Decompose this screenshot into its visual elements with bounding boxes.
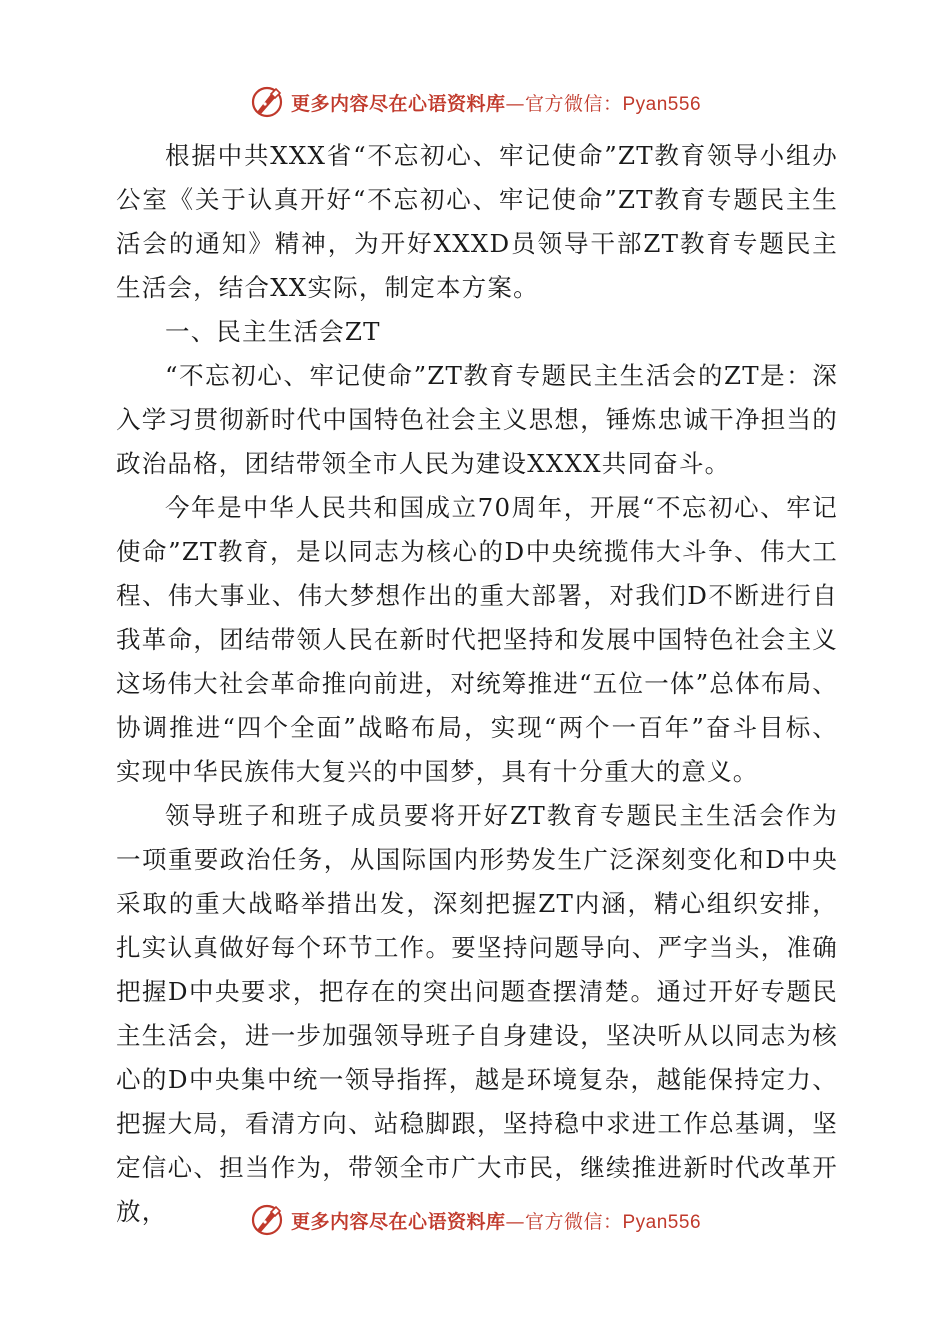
- watermark-text: 更多内容尽在心语资料库—官方微信：Pyan556: [290, 92, 702, 115]
- pen-nib-logo-icon: [249, 84, 285, 120]
- watermark-text: 更多内容尽在心语资料库—官方微信：Pyan556: [290, 1210, 702, 1233]
- document-body: [116, 134, 838, 1234]
- section-heading: 一、民主生活会ZT: [165, 317, 381, 346]
- pen-nib-logo-icon: [249, 1202, 285, 1238]
- paragraph-theme: “不忘初心、牢记使命”ZT教育专题民主生活会的ZT是：深入学习贯彻新时代中国特色社会主义思想，锤炼忠诚干净担当的政治品格，团结带领全市人民为建设XXXX共同奋斗。: [116, 361, 838, 478]
- watermark-banner-bottom: [0, 1200, 950, 1240]
- watermark-banner-top: [0, 82, 950, 122]
- paragraph-intro: 根据中共XXX省“不忘初心、牢记使命”ZT教育领导小组办公室《关于认真开好“不忘初心、牢记使命”ZT教育专题民主生活会的通知》精神，为开好XXXD员领导干部ZT教育专题民主生活会，结合XX实际，制定本方案。: [116, 141, 838, 302]
- paragraph-significance: 今年是中华人民共和国成立70周年，开展“不忘初心、牢记使命”ZT教育，是以同志为核心的D中央统揽伟大斗争、伟大工程、伟大事业、伟大梦想作出的重大部署，对我们D不断进行自我革命，团结带领人民在新时代把坚持和发展中国特色社会主义这场伟大社会革命推向前进，对统筹推进“五位一体”总体布局、协调推进“四个全面”战略布局，实现“两个一百年”奋斗目标、实现中华民族伟大复兴的中国梦，具有十分重大的意义。: [116, 493, 838, 786]
- paragraph-requirements: 领导班子和班子成员要将开好ZT教育专题民主生活会作为一项重要政治任务，从国际国内形势发生广泛深刻变化和D中央采取的重大战略举措出发，深刻把握ZT内涵，精心组织安排，扎实认真做好每个环节工作。要坚持问题导向、严字当头，准确把握D中央要求，把存在的突出问题查摆清楚。通过开好专题民主生活会，进一步加强领导班子自身建设，坚决听从以同志为核心的D中央集中统一领导指挥，越是环境复杂，越能保持定力、把握大局，看清方向、站稳脚跟，坚持稳中求进工作总基调，坚定信心、担当作为，带领全市广大市民，继续推进新时代改革开放，: [116, 801, 838, 1226]
